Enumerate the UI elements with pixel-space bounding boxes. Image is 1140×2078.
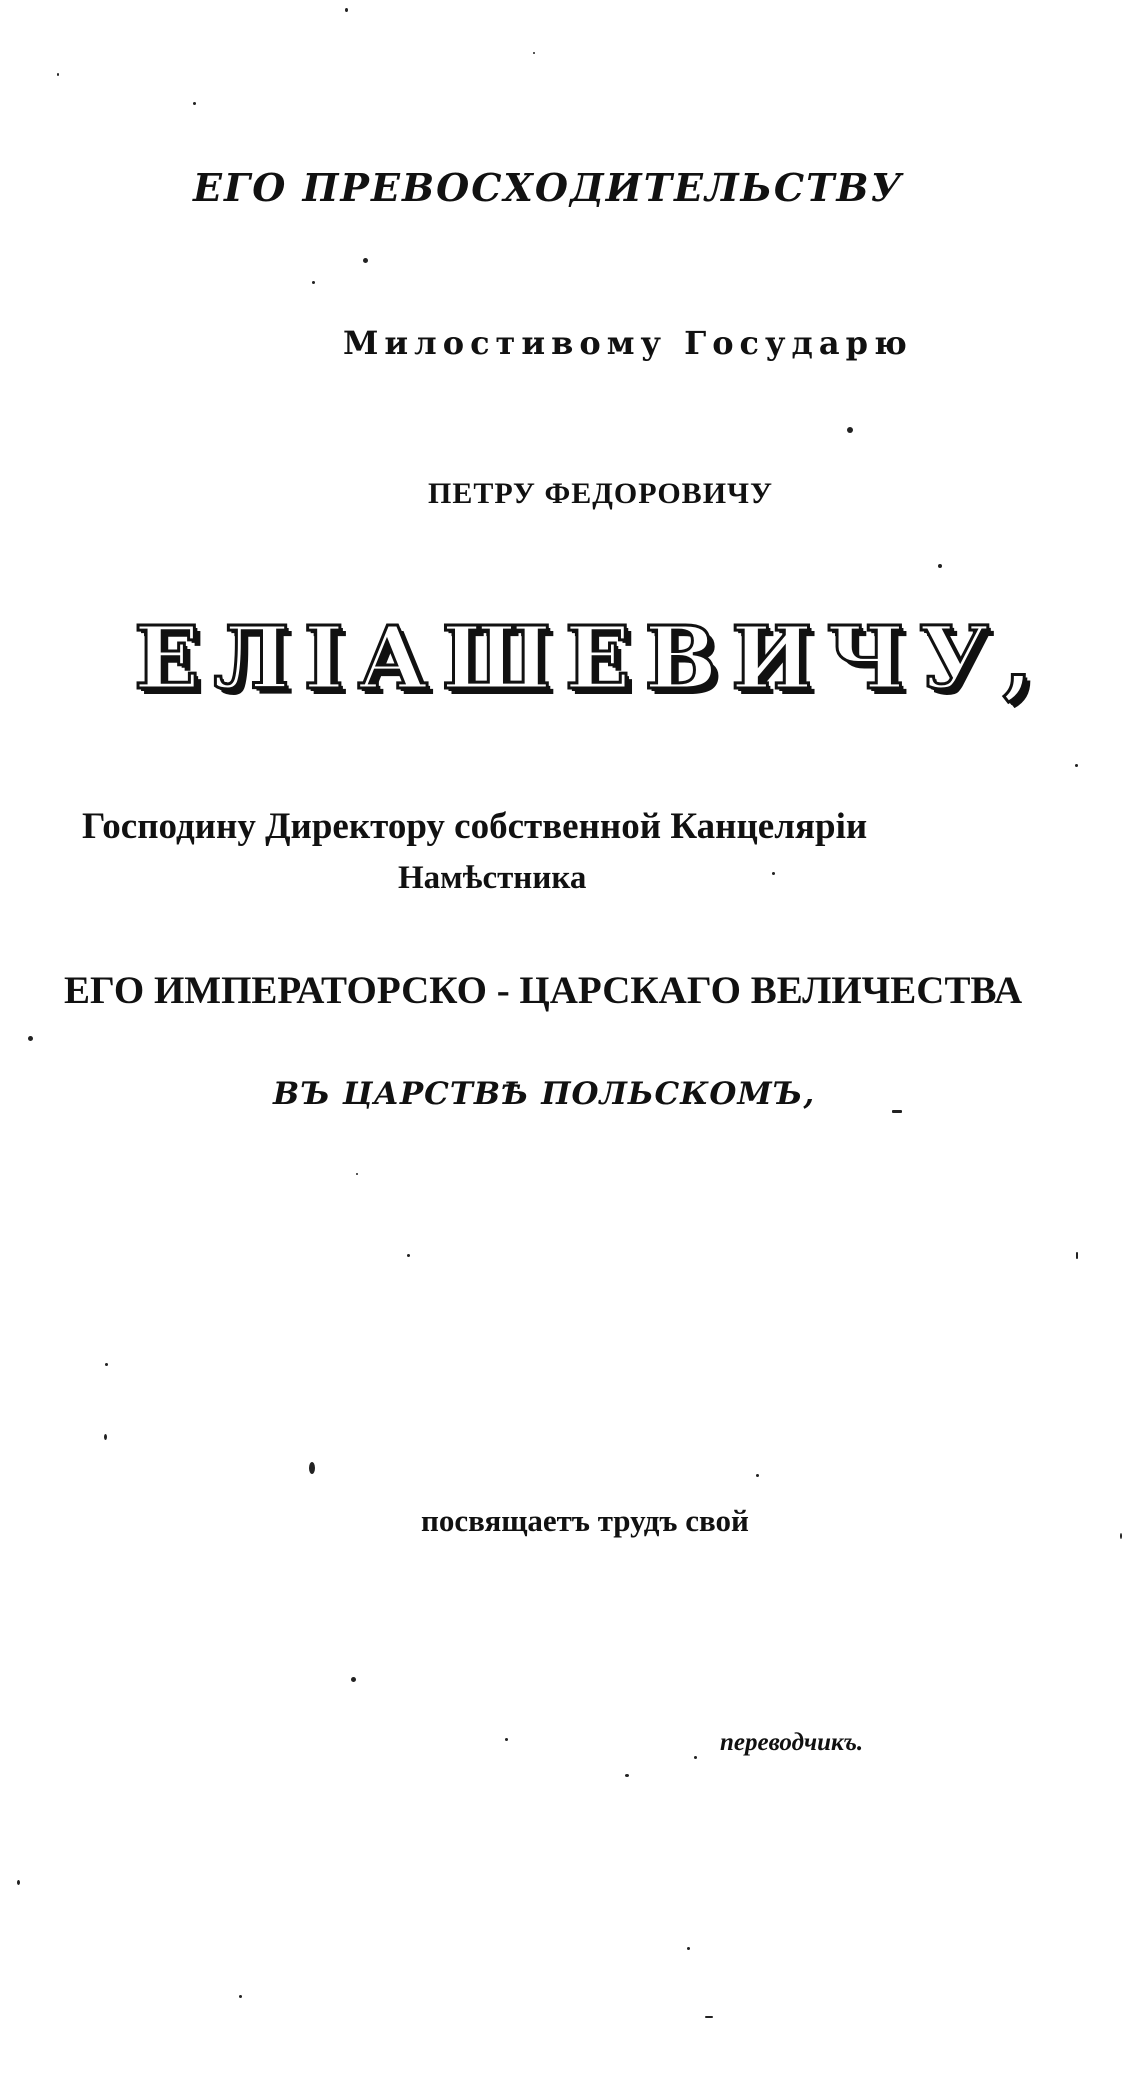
- scan-speck: [309, 1462, 315, 1474]
- scan-speck: [104, 1434, 107, 1440]
- scan-speck: [345, 8, 348, 12]
- scan-speck: [312, 281, 315, 284]
- dedication-heading: ЕГО ПРЕВОСХОДИТЕЛЬСТВУ: [193, 165, 904, 210]
- scan-speck: [105, 1363, 108, 1366]
- scan-speck: [57, 73, 59, 76]
- scan-speck: [1120, 1533, 1122, 1539]
- scan-speck: [847, 427, 853, 433]
- recipient-surname: ЕЛІАШЕВИЧУ,: [134, 608, 1047, 709]
- scan-speck: [193, 102, 196, 105]
- dedicates-line: посвящаетъ трудъ свой: [421, 1503, 749, 1538]
- kingdom-line: ВЪ ЦАРСТВѢ ПОЛЬСКОМЪ,: [273, 1076, 816, 1112]
- scan-speck: [533, 52, 535, 54]
- scan-speck: [17, 1880, 20, 1885]
- scan-speck: [687, 1947, 690, 1950]
- scan-speck: [1076, 1252, 1078, 1259]
- scan-speck: [28, 1036, 33, 1041]
- scan-speck: [772, 872, 775, 875]
- scan-speck: [363, 258, 368, 263]
- office-line: Намѣстника: [398, 860, 587, 896]
- title-line: Господину Директору собственной Канцеляріи: [82, 806, 868, 847]
- scan-speck: [505, 1738, 508, 1741]
- scan-speck: [705, 2016, 713, 2018]
- translator-signature: переводчикъ.: [720, 1729, 864, 1756]
- scan-speck: [938, 564, 942, 568]
- scan-speck: [756, 1474, 759, 1477]
- salutation-line: Милостивому Государю: [343, 324, 913, 362]
- scan-speck: [356, 1173, 358, 1175]
- recipient-name: ПЕТРУ ФЕДОРОВИЧУ: [428, 477, 774, 510]
- scan-speck: [625, 1774, 629, 1777]
- scan-speck: [892, 1110, 902, 1113]
- scan-speck: [239, 1995, 242, 1998]
- scan-speck: [351, 1677, 356, 1682]
- scan-speck: [1075, 764, 1078, 767]
- scan-speck: [407, 1254, 410, 1257]
- majesty-line: ЕГО ИМПЕРАТОРСКО - ЦАРСКАГО ВЕЛИЧЕСТВА: [64, 969, 1023, 1012]
- scan-speck: [694, 1756, 697, 1759]
